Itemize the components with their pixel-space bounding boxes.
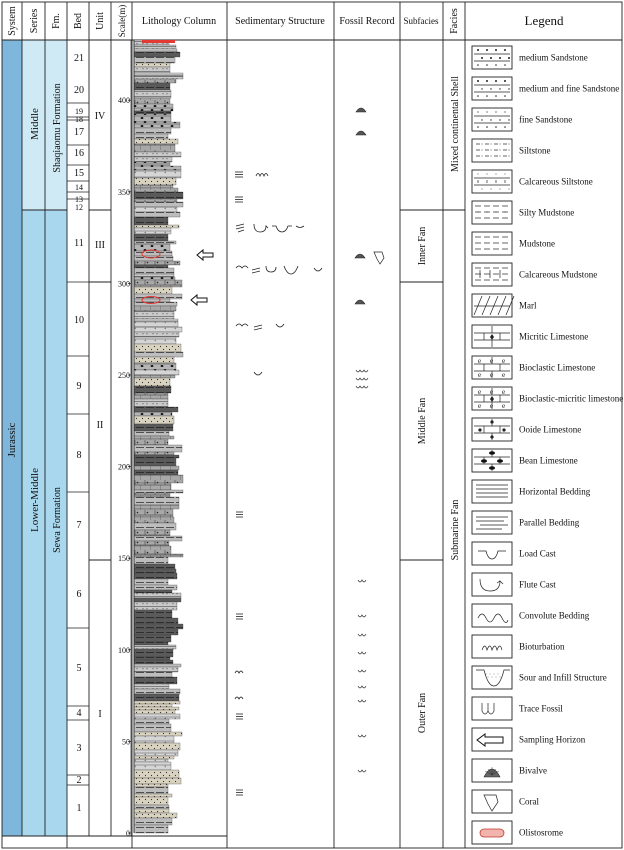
legend-item-parallel [472, 511, 580, 534]
legend-item-trace [472, 697, 563, 720]
legend-item-siltstone [472, 139, 551, 162]
horizontal-bedding-symbol-6 [236, 790, 243, 795]
bed-label-7: 7 [76, 520, 82, 531]
legend-label: Micritic Limestone [519, 331, 589, 342]
trace-fossil-symbol-8 [358, 670, 366, 672]
convolute-symbol-1 [236, 266, 248, 268]
legend-label: Marl [519, 300, 537, 311]
trace-fossil-symbol-5 [358, 615, 366, 617]
legend-item-ooid [472, 418, 581, 441]
bivalve-symbol-4 [355, 300, 365, 304]
bed-label-19: 19 [75, 107, 83, 116]
trace-fossil-symbol-10 [358, 700, 366, 702]
horizontal-bedding-symbol-3 [236, 512, 243, 517]
bivalve-symbol-3 [355, 254, 365, 258]
legend-label: Flute Cast [519, 579, 556, 590]
legend-item-bioturbation [472, 635, 565, 658]
header-subfacies: Subfacies [403, 16, 439, 26]
load-cast-symbol-6 [254, 372, 262, 375]
legend [472, 46, 623, 844]
legend-item-calc-siltstone [472, 170, 593, 193]
bed-labels [74, 53, 84, 814]
header-series: Series [29, 8, 40, 34]
legend-item-arrow [472, 728, 586, 751]
column-headers [7, 5, 564, 37]
scale-tick-100: 100 [118, 645, 130, 655]
sampling-arrow-2 [191, 295, 207, 305]
svg-text:e: e [478, 371, 482, 379]
unit-i: I [98, 709, 102, 720]
legend-label: Bioturbation [519, 641, 565, 652]
legend-label: Horizontal Bedding [519, 486, 591, 497]
legend-item-dots-fine [472, 108, 572, 131]
legend-item-horizontal [472, 480, 591, 503]
legend-label: Ooide Limestone [519, 424, 582, 435]
trace-fossil-symbol-2 [356, 378, 368, 380]
legend-item-mudstone [472, 232, 555, 255]
header-bed: Bed [73, 12, 84, 30]
scale-axis [118, 40, 131, 838]
legend-item-bio-micritic [472, 387, 623, 410]
header-facies: Facies [449, 8, 460, 34]
svg-text:e: e [490, 388, 494, 396]
load-cast-symbol-3 [284, 266, 298, 274]
bed-label-17: 17 [74, 127, 84, 138]
legend-title: Legend [524, 13, 564, 28]
svg-text:e: e [478, 357, 482, 365]
legend-item-bean [472, 449, 578, 472]
legend-label: Load Cast [519, 548, 556, 559]
bed-label-11: 11 [74, 238, 84, 249]
legend-item-dots-mixed [472, 77, 619, 100]
unit-iv: IV [94, 111, 106, 122]
svg-text:e: e [502, 371, 506, 379]
legend-label: Trace Fossil [519, 703, 563, 714]
legend-item-silty-mud [472, 201, 574, 224]
bivalve-symbol-1 [356, 108, 366, 112]
system-label: Jurassic [6, 422, 18, 458]
legend-label: Calcareous Siltstone [519, 176, 593, 187]
bioturbation-symbol-2 [235, 671, 243, 673]
legend-label: Mudstone [519, 238, 555, 249]
trace-fossil-symbol-3 [356, 386, 368, 388]
header-system: System [7, 6, 18, 36]
legend-item-dots-coarse [472, 46, 588, 69]
horizontal-bedding-symbol-1 [235, 172, 243, 177]
bed-label-8: 8 [76, 450, 82, 461]
header-lithology: Lithology Column [141, 16, 217, 27]
formation-label-sewa: Sewa Formation [52, 487, 63, 553]
scale-tick-150: 150 [118, 554, 130, 564]
trace-fossil-symbol-4 [358, 580, 366, 582]
scale-tick-250: 250 [118, 371, 130, 380]
parallel-bedding-symbol-3 [254, 325, 262, 330]
sampling-arrow-1 [197, 250, 213, 260]
load-cast-symbol-4 [314, 268, 322, 271]
parallel-bedding-symbol-1 [236, 224, 244, 232]
legend-label: Bivalve [519, 765, 547, 776]
legend-item-scour [472, 666, 607, 689]
scale-tick-300: 300 [118, 279, 130, 289]
legend-label: Bioclastic-micritic limestone [519, 393, 624, 404]
bed-label-3: 3 [76, 743, 82, 754]
bed-label-14: 14 [75, 183, 83, 192]
legend-label: Bioclastic Limestone [519, 362, 596, 373]
legend-item-calc-mud [472, 263, 597, 286]
scale-tick-350: 350 [118, 187, 130, 197]
convolute-symbol-2 [236, 324, 248, 326]
legend-label: Bean Limestone [519, 455, 578, 466]
top-marker [142, 40, 175, 43]
horizontal-bedding-symbol-5 [236, 714, 243, 719]
subfacies-inner-fan: Inner Fan [417, 226, 428, 266]
bed-label-5: 5 [76, 663, 82, 674]
legend-item-loadcast [472, 542, 556, 565]
bed-label-1: 1 [76, 803, 82, 814]
load-cast-symbol-5 [276, 324, 284, 327]
trace-fossil-symbol-1 [356, 370, 368, 372]
unit-ii: II [96, 420, 104, 431]
bioturbation-symbol-3 [235, 697, 243, 699]
legend-label: Olistosrome [519, 827, 563, 838]
trace-fossil-symbol-12 [358, 770, 366, 772]
legend-item-flutecast [472, 573, 556, 596]
header-fm: Fm. [51, 13, 62, 29]
bed-label-4: 4 [76, 708, 82, 719]
legend-label: Sampling Horizon [519, 734, 586, 745]
legend-item-bioclastic [472, 356, 595, 379]
svg-text:e: e [502, 357, 506, 365]
bioturbation-symbol-1 [256, 174, 268, 177]
bed-label-10: 10 [74, 315, 84, 326]
bed-label-6: 6 [76, 589, 82, 600]
bed-label-12: 12 [75, 203, 83, 212]
svg-text:e: e [490, 357, 494, 365]
bed-label-9: 9 [76, 381, 82, 392]
formation-label-shaqiaomu: Shaqiaomu Formation [52, 83, 63, 173]
horizontal-bedding-symbol-2 [235, 197, 243, 202]
unit-iii: III [95, 240, 105, 251]
legend-item-marl [472, 294, 537, 317]
subfacies-middle-fan: Middle Fan [417, 397, 428, 445]
sedimentary-structures [235, 172, 322, 795]
fossil-record [355, 108, 384, 772]
bivalve-symbol-2 [356, 131, 366, 135]
trace-fossil-symbol-7 [358, 652, 366, 654]
legend-label: Calcareous Mudstone [519, 269, 598, 280]
scale-tick-200: 200 [118, 462, 130, 472]
legend-label: medium Sandstone [519, 52, 588, 63]
bed-label-16: 16 [74, 148, 84, 159]
series-label-middle: Middle [29, 108, 41, 140]
svg-text:e: e [502, 388, 506, 396]
svg-text:e: e [502, 402, 506, 410]
bed-label-13: 13 [75, 195, 83, 204]
trace-fossil-symbol-11 [358, 735, 366, 737]
legend-item-olistostrome [472, 821, 563, 844]
load-cast-symbol-1 [272, 226, 292, 232]
facies-submarine-fan: Submarine Fan [450, 499, 461, 561]
bed-label-15: 15 [74, 168, 84, 179]
legend-label: Coral [519, 796, 539, 807]
header-scale: Scale(m) [117, 4, 127, 38]
scale-tick-0: 0 [126, 829, 130, 838]
bed-label-2: 2 [76, 775, 82, 786]
legend-item-micritic [472, 325, 588, 348]
scale-tick-50: 50 [122, 737, 130, 747]
coral-symbol-1 [374, 252, 384, 264]
legend-label: Sour and Infill Structure [519, 672, 607, 683]
legend-item-bivalve [472, 759, 547, 782]
legend-label: Siltstone [519, 145, 551, 156]
legend-label: Silty Mudstone [519, 207, 575, 218]
series-label-lower-middle: Lower-Middle [29, 468, 41, 532]
subfacies-outer-fan: Outer Fan [417, 692, 428, 734]
scale-tick-400: 400 [118, 96, 130, 106]
facies-mixed-continental-shell: Mixed continental Shell [450, 75, 461, 173]
trace-fossil-symbol-6 [358, 634, 366, 636]
legend-label: Parallel Bedding [519, 517, 580, 528]
header-fossil-record: Fossil Record [339, 16, 395, 27]
lithology-column [134, 40, 183, 833]
header-unit: Unit [95, 12, 106, 30]
parallel-bedding-symbol-2 [252, 268, 260, 273]
load-cast-symbol-2 [296, 226, 304, 228]
bed-label-20: 20 [74, 85, 84, 96]
legend-item-coral [472, 790, 539, 813]
bed-label-18: 18 [75, 115, 83, 124]
legend-label: medium and fine Sandstone [519, 83, 620, 94]
legend-item-convolute [472, 604, 590, 627]
svg-text:e: e [478, 388, 482, 396]
flute-cast-symbol-2 [266, 266, 276, 272]
svg-text:e: e [490, 402, 494, 410]
legend-label: Convolute Bedding [519, 610, 590, 621]
trace-fossil-symbol-9 [358, 686, 366, 688]
svg-text:e: e [478, 402, 482, 410]
legend-label: fine Sandstone [519, 114, 573, 125]
flute-cast-symbol-1 [254, 224, 268, 232]
header-sedimentary-structure: Sedimentary Structure [235, 16, 325, 27]
bed-label-21: 21 [74, 53, 84, 64]
horizontal-bedding-symbol-4 [236, 614, 243, 619]
svg-text:e: e [490, 371, 494, 379]
